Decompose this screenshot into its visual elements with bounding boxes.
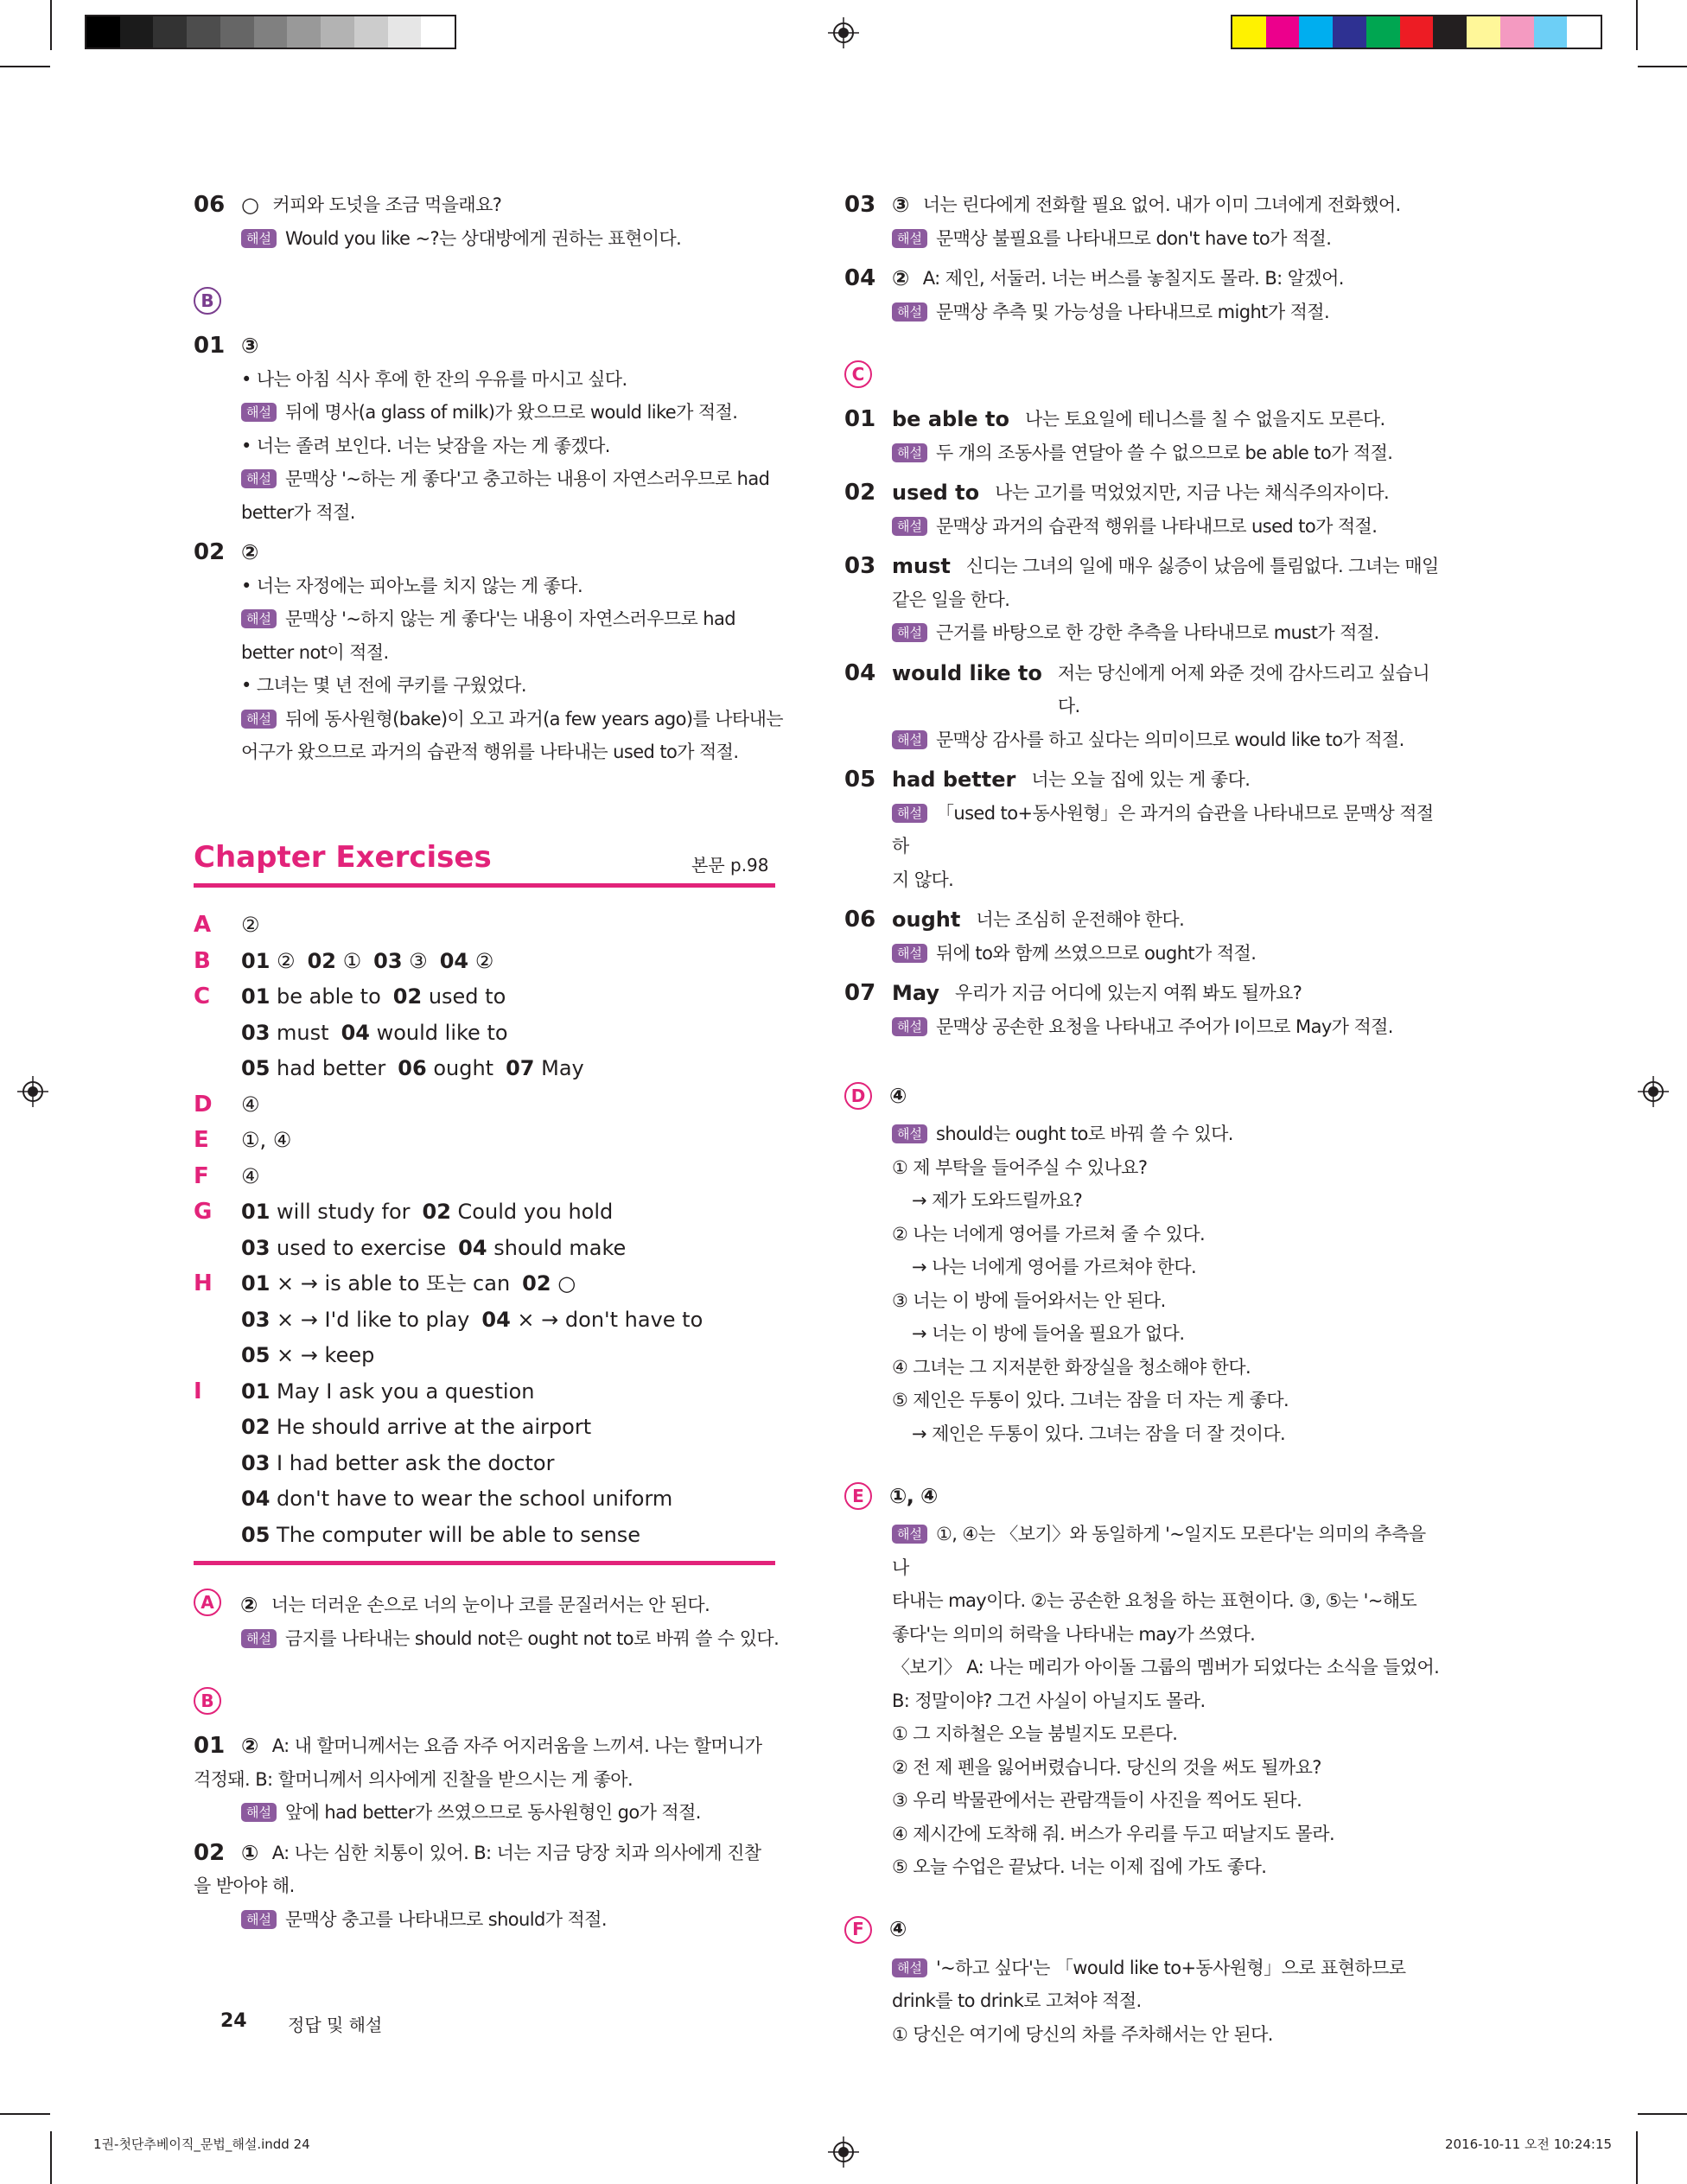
summary-row [194, 1231, 715, 1267]
spacer [844, 543, 1441, 550]
registration-mark-left [17, 1076, 48, 1107]
page-number: 24 [220, 2010, 247, 2032]
summary-item [241, 1415, 591, 1439]
summary-item [241, 1451, 554, 1475]
answer: had better [892, 767, 1016, 792]
explanation [844, 1010, 1441, 1044]
left-column-top: 06 ○ 커피와 도넛을 조금 먹을래요? 해설 Would you like ~?는 상대방에게 권하는 표현이다. B 01 ③ • 나는 아침 식사 후에 한 잔의 우유를 마시고 싶다. 해설 뒤에 명사(a glass of milk)가 왔으므로 would like가 적절. • 너는 졸려 보인다. 너는 낮잠을 자는 게 좋겠다. 해설 문맥상 '~하는 게 좋다'고 충고하는 내용이 자연스러우므로 had better가 적절. 02 ② • 너는 자정에는 피아노를 치지 않는 게 좋다. 해설 문맥상 '~하지 않는 게 좋다'는 내용이 자연스러우므로 had better not이 적절. • 그녀는 몇 년 전에 쿠키를 구웠었다. 해설 뒤에 동사원형(bake)이 오고 과거(a few years ago)를 나타내는 어구가 왔으므로 과거의 습관적 행위를 나타내는 used to가 적절. [194, 188, 790, 769]
summary-item [341, 1021, 508, 1045]
summary-letter [194, 1016, 241, 1052]
explanation-tag: 해설 [892, 517, 927, 536]
summary-answers [241, 1123, 303, 1159]
summary-item [241, 1021, 329, 1045]
summary-letter: E [194, 1127, 209, 1153]
summary-item [506, 1056, 584, 1080]
summary-number: 02 [241, 1415, 271, 1439]
summary-item [241, 1092, 260, 1117]
sentence: ① 제 부탁을 들어주실 수 있나요? [892, 1156, 1148, 1178]
sentence: → 제가 도와드릴까요? [912, 1190, 1083, 1211]
summary-answer: will study for [277, 1200, 411, 1224]
sentence: ③ 우리 박물관에서는 관람객들이 사진을 찍어도 된다. [892, 1790, 1302, 1811]
question-text: 너는 오늘 집에 있는 게 좋다. [1031, 769, 1251, 790]
question-text: 나는 토요일에 테니스를 칠 수 없을지도 모른다. [1025, 409, 1385, 430]
summary-row [194, 1016, 715, 1052]
explanation: 해설 ①, ④는 〈보기〉와 동일하게 '~일지도 모른다'는 의미의 추측을 나 [892, 1524, 1426, 1578]
answer: May [892, 981, 939, 1005]
sentence: • 너는 졸려 보인다. 너는 낮잠을 자는 게 좋겠다. [241, 435, 610, 456]
answer: used to [892, 481, 980, 505]
summary-letter [194, 1302, 241, 1339]
summary-item [440, 949, 494, 973]
summary-number: 04 [481, 1307, 511, 1332]
summary-answer: ④ [241, 1092, 260, 1117]
explanation-text: 문맥상 과거의 습관적 행위를 나타내므로 used to가 적절. [935, 515, 1378, 537]
section-e-heading [844, 1474, 1441, 1518]
question-number: 06 [194, 192, 226, 218]
question-text: 나는 고기를 먹었었지만, 지금 나는 채식주의자이다. [995, 482, 1390, 503]
summary-answer: should make [493, 1235, 627, 1260]
explanation: 해설 문맥상 불필요를 나타내므로 don't have to가 적절. [844, 222, 1441, 256]
sentence: ② 나는 너에게 영어를 가르쳐 줄 수 있다. [892, 1223, 1206, 1245]
summary-row [194, 1446, 715, 1482]
summary-answer: The computer will be able to sense [277, 1522, 641, 1547]
summary-answers [241, 1338, 386, 1374]
summary-number: 02 [392, 984, 423, 1009]
summary-answer: × → is able to 또는 can [277, 1271, 511, 1296]
summary-answers [241, 979, 518, 1016]
right-column: 03 ③ 너는 린다에게 전화할 필요 없어. 내가 이미 그녀에게 전화했어. 해설 문맥상 불필요를 나타내므로 don't have to가 적절. 04 ② A: 제인, 서둘러. 너는 버스를 놓칠지도 몰라. B: 알겠어. 해설 문맥상 추측 및 가능성을 나타내므로 might가 적절. C 01 be able to 나는 토요일에 테니스를 칠 수 없을지도 모른다. 해설 두 개의 조동사를 연달아 쓸 수 없으므로 be able to가 적절. 02 used to 나는 고기를 먹었었지만, 지금 나는 채식주의자이다. 해설 문맥상 과거의 습관적 행위를 나타내므로 used to가 적절. 03 must 신디는 그녀의 일에 매우 싫증이 났음에 틀림없다. 그녀는 매일 같은 일을 한다. 해설 근거를 바탕으로 한 강한 추측을 나타내므로 must가 적절. 04 would like to 저는 당신에게 어제 와준 것에 감사드리고 싶습니다. 해설 문맥상 감사를 하고 싶다는 의미이므로 would like to가 적절. 05 had better 너는 오늘 집에 있는 게 좋다. 해설 「used to+동사원형」은 과거의 습관을 나타내므로 문맥상 적절하 지 않다. 06 ought 너는 조심히 운전해야 한다. 해설 뒤에 to와 함께 쓰였으므로 ought가 적절. 07 May 우리가 지금 어디에 있는지 여쭤 봐도 될까요? 해설 문맥상 공손한 요청을 나타내고 주어가 I이므로 May가 적절. D ④ 해설 should는 ought to로 바꿔 쓸 수 있다. ① 제 부탁을 들어주실 수 있나요? → 제가 도와드릴까요? ② 나는 너에게 영어를 가르쳐 줄 수 있다. → 나는 너에게 영어를 가르쳐야 한다. ③ 너는 이 방에 들어와서는 안 된다. → 너는 이 방에 들어올 필요가 없다. ④ 그녀는 그 지저분한 화장실을 청소해야 한다. ⑤ 제인은 두통이 있다. 그녀는 잠을 더 자는 게 좋다. → 제인은 두통이 있다. 그녀는 잠을 더 잘 것이다. E ①, ④ 해설 ①, ④는 〈보기〉와 동일하게 '~일지도 모른다'는 의미의 추측을 나 타내는 may이다. ②는 공손한 요청을 하는 표현이다. ③, ⑤는 '~해도 좋다'는 의미의 허락을 나타내는 may가 쓰였다. 〈보기〉 A: 나는 메리가 아이돌 그룹의 멤버가 되었다는 소식을 들었어. B: 정말이야? 그건 사실이 아닐지도 몰라. ① 그 지하철은 오늘 붐빌지도 모른다. ② 전 제 펜을 잃어버렸습니다. 당신의 것을 써도 될까요? ③ 우리 박물관에서는 관람객들이 사진을 찍어도 된다. ④ 제시간에 도착해 줘. 버스가 우리를 두고 떠날지도 몰라. ⑤ 오늘 수업은 끝났다. 너는 이제 집에 가도 좋다. F ④ 해설 '~하고 싶다'는 「would like to+동사원형」으로 표현하므로 drink를 to drink로 고쳐야 적절. ① 당신은 여기에 당신의 차를 주차해서는 안 된다. [844, 188, 1441, 2051]
summary-item [241, 984, 381, 1009]
summary-answer: Could you hold [457, 1200, 614, 1224]
spacer [844, 1043, 1441, 1050]
question-number: 04 [844, 659, 876, 686]
spacer [844, 970, 1441, 977]
explanation: 해설 문맥상 충고를 나타내므로 should가 적절. [194, 1903, 790, 1937]
summary-answer: ○ [557, 1271, 576, 1296]
question-b02: 02 ② [194, 539, 258, 565]
answer: be able to [892, 407, 1010, 431]
question-text: 우리가 지금 어디에 있는지 여쭤 봐도 될까요? [954, 983, 1302, 1003]
summary-number: 05 [241, 1056, 271, 1080]
summary-item [241, 1487, 672, 1511]
summary-answer: ①, ④ [241, 1128, 292, 1152]
summary-answers [241, 1266, 588, 1302]
question-text: 신디는 그녀의 일에 매우 싫증이 났음에 틀림없다. 그녀는 매일 [965, 556, 1439, 576]
print-date: 2016-10-11 오전 10:24:15 [1445, 2136, 1613, 2152]
summary-item [241, 1056, 385, 1080]
explanation-tag: 해설 [892, 730, 927, 749]
summary-letter [194, 1051, 241, 1087]
summary-item [308, 949, 362, 973]
summary-letter: G [194, 1199, 213, 1225]
sentence: • 그녀는 몇 년 전에 쿠키를 구웠었다. [241, 675, 526, 696]
question-number: 02 [844, 480, 876, 506]
question-number: 06 [844, 907, 876, 933]
sentence: ① 그 지하철은 오늘 붐빌지도 모른다. [892, 1723, 1178, 1744]
summary-item [241, 949, 296, 973]
question-text: 너는 조심히 운전해야 한다. [976, 909, 1185, 930]
section-badge: F [844, 1916, 872, 1944]
summary-answers [241, 944, 506, 980]
summary-item [241, 913, 260, 937]
explanation-text: 지 않다. [892, 869, 954, 890]
crop-mark [1636, 0, 1638, 50]
summary-row [194, 1410, 715, 1446]
sentence: ④ 제시간에 도착해 줘. 버스가 우리를 두고 떠날지도 몰라. [892, 1823, 1335, 1844]
explanation-tag: 해설 [892, 944, 927, 963]
question-number: 05 [844, 767, 876, 793]
spacer [844, 756, 1441, 763]
summary-answer: used to exercise [277, 1235, 447, 1260]
explanation [844, 723, 1441, 757]
crop-mark [0, 66, 50, 67]
summary-row [194, 1159, 715, 1195]
summary-item [373, 949, 428, 973]
summary-number: 02 [307, 948, 336, 973]
spacer [844, 469, 1441, 476]
section-d-heading [844, 1074, 1441, 1117]
summary-number: 04 [458, 1235, 487, 1260]
left-column-bottom: A ② 너는 더러운 손으로 너의 눈이나 코를 문질러서는 안 된다. 해설 금지를 나타내는 should not은 ought not to로 바꿔 쓸 수 있다. B 01 ② A: 내 할머니께서는 요즘 자주 어지러움을 느끼셔. 나는 할머니가 걱정돼. B: 할머니께서 의사에게 진찰을 받으시는 게 좋아. 해설 앞에 had better가 쓰였으므로 동사원형인 go가 적절. 02 ① A: 나는 심한 치통이 있어. B: 너는 지금 당장 치과 의사에게 진찰 을 받아야 해. 해설 문맥상 충고를 나타내므로 should가 적절. [194, 1589, 790, 1936]
sentence: 〈보기〉 A: 나는 메리가 아이돌 그룹의 멤버가 되었다는 소식을 들었어. [892, 1657, 1440, 1678]
crop-mark [1636, 2131, 1638, 2184]
explanation: 해설 문맥상 '~하지 않는 게 좋다'는 내용이 자연스러우므로 had [194, 602, 790, 636]
explanation: 해설 should는 ought to로 바꿔 쓸 수 있다. [844, 1117, 1441, 1151]
divider [194, 1561, 775, 1565]
summary-letter: I [194, 1378, 202, 1404]
summary-item [241, 1128, 291, 1152]
summary-answers [241, 1087, 272, 1124]
summary-answers [241, 907, 272, 944]
crop-mark [50, 0, 52, 50]
summary-number: 03 [241, 1307, 271, 1332]
section-badge: C [844, 360, 872, 388]
summary-row [194, 979, 715, 1016]
question-text: 커피와 도넛을 조금 먹을래요? [272, 194, 502, 215]
question-c06 [844, 903, 1441, 937]
summary-item [458, 1236, 626, 1260]
summary-item [398, 1056, 493, 1080]
question-b03: 03 ③ 너는 린다에게 전화할 필요 없어. 내가 이미 그녀에게 전화했어. [844, 192, 1401, 218]
exercise-a: A ② 너는 더러운 손으로 너의 눈이나 코를 문질러서는 안 된다. [194, 1589, 790, 1622]
explanation-text: 두 개의 조동사를 연달아 쓸 수 없으므로 be able to가 적절. [935, 442, 1393, 463]
summary-answers [241, 1194, 625, 1231]
sentence: ⑤ 제인은 두통이 있다. 그녀는 잠을 더 자는 게 좋다. [892, 1390, 1289, 1410]
summary-answers [241, 1016, 520, 1052]
summary-answers [241, 1481, 684, 1518]
question-06 [194, 188, 790, 222]
explanation-tag: 해설 [892, 804, 927, 823]
answer: must [892, 554, 951, 578]
summary-answer: ought [433, 1056, 494, 1080]
section-b-heading [194, 1679, 790, 1722]
question-number: 01 [844, 406, 876, 432]
summary-answers [241, 1159, 272, 1195]
summary-row [194, 1338, 715, 1374]
summary-number: 07 [506, 1056, 535, 1080]
explanation: 해설 앞에 had better가 쓰였으므로 동사원형인 go가 적절. [194, 1796, 790, 1830]
question-number: 07 [844, 980, 876, 1006]
summary-answer: ① [342, 948, 362, 973]
summary-item [241, 1379, 535, 1404]
summary-item [241, 1164, 260, 1188]
summary-answer: don't have to wear the school uniform [277, 1487, 673, 1511]
summary-number: 04 [241, 1487, 271, 1511]
question-c02 [844, 476, 1441, 510]
summary-number: 03 [241, 1020, 271, 1045]
summary-letter: A [194, 912, 212, 938]
summary-row [194, 1123, 715, 1159]
answer: ④ [889, 1083, 907, 1108]
summary-letter: F [194, 1162, 209, 1189]
explanation: 해설 문맥상 '~하는 게 좋다'고 충고하는 내용이 자연스러우므로 had [194, 462, 790, 496]
crop-mark [0, 2113, 50, 2115]
summary-answers [241, 1302, 715, 1339]
summary-item [241, 1523, 640, 1547]
summary-row [194, 944, 715, 980]
sentence: B: 정말이야? 그건 사실이 아닐지도 몰라. [892, 1690, 1206, 1711]
explanation-tag: 해설 [892, 443, 927, 462]
sentence: → 너는 이 방에 들어올 필요가 없다. [912, 1323, 1185, 1344]
explanation-tag: 해설 [892, 623, 927, 642]
summary-item [393, 984, 506, 1009]
summary-answer: × → don't have to [517, 1307, 703, 1332]
summary-number: 03 [241, 1235, 271, 1260]
section-f-heading [844, 1908, 1441, 1952]
divider [194, 883, 775, 888]
explanation [844, 436, 1441, 470]
page-reference: 본문 p.98 [691, 855, 769, 876]
summary-number: 01 [241, 1200, 271, 1224]
summary-answer: ② [277, 948, 296, 973]
summary-answers [241, 1231, 638, 1267]
summary-row [194, 1266, 715, 1302]
question-c03 [844, 550, 1441, 583]
summary-answer: He should arrive at the airport [277, 1415, 592, 1439]
summary-item [241, 1308, 469, 1332]
summary-answer: ④ [241, 1163, 260, 1188]
explanation: 해설 금지를 나타내는 should not은 ought not to로 바꿔 쓸 수 있다. [194, 1622, 790, 1656]
summary-number: 05 [241, 1522, 271, 1547]
summary-answer: × → I'd like to play [277, 1307, 470, 1332]
cmyk-color-bar [1231, 15, 1602, 49]
summary-answer: × → keep [277, 1343, 375, 1367]
summary-answers [241, 1374, 547, 1410]
question-c04 [844, 657, 1441, 723]
summary-row [194, 1302, 715, 1339]
summary-item [241, 1343, 374, 1367]
section-c-items [844, 403, 1441, 1050]
sentence: ③ 너는 이 방에 들어와서는 안 된다. [892, 1289, 1166, 1311]
summary-item [241, 1200, 411, 1224]
sentence: ⑤ 오늘 수업은 끝났다. 너는 이제 집에 가도 좋다. [892, 1856, 1267, 1877]
summary-item [481, 1308, 703, 1332]
grayscale-color-bar [85, 15, 456, 49]
explanation: 해설 문맥상 추측 및 가능성을 나타내므로 might가 적절. [844, 296, 1441, 329]
explanation [844, 616, 1441, 650]
registration-mark-top [828, 17, 859, 48]
summary-number: 01 [241, 1379, 271, 1404]
summary-letter: B [194, 947, 211, 974]
explanation-text: 근거를 바탕으로 한 강한 추측을 나타내므로 must가 적절. [935, 622, 1379, 643]
crop-mark [50, 2131, 52, 2184]
summary-number: 02 [522, 1271, 551, 1296]
summary-item [522, 1271, 576, 1296]
summary-row [194, 1194, 715, 1231]
explanation-text: 문맥상 감사를 하고 싶다는 의미이므로 would like to가 적절. [935, 729, 1404, 750]
sentence: → 나는 너에게 영어를 가르쳐야 한다. [912, 1257, 1197, 1277]
section-badge: E [844, 1482, 872, 1510]
question-text: 같은 일을 한다. [892, 589, 1010, 610]
summary-letter: D [194, 1091, 213, 1117]
summary-number: 03 [373, 948, 403, 973]
explanation-tag: 해설 [892, 1017, 927, 1036]
sentence: ① 당신은 여기에 당신의 차를 주차해서는 안 된다. [892, 2023, 1273, 2045]
summary-letter [194, 1446, 241, 1482]
crop-mark [1638, 66, 1687, 67]
summary-number: 01 [241, 948, 271, 973]
summary-row [194, 1374, 715, 1410]
summary-number: 04 [341, 1020, 370, 1045]
summary-row [194, 1087, 715, 1124]
sentence: ④ 그녀는 그 지저분한 화장실을 청소해야 한다. [892, 1356, 1251, 1378]
section-badge: A [194, 1589, 221, 1616]
summary-answer: would like to [376, 1020, 508, 1045]
explanation: 해설 '~하고 싶다'는 「would like to+동사원형」으로 표현하므로 [844, 1952, 1441, 1985]
summary-number: 03 [241, 1450, 271, 1475]
summary-number: 05 [241, 1343, 271, 1367]
summary-letter: H [194, 1270, 213, 1296]
summary-answer: May I ask you a question [277, 1379, 535, 1404]
section-badge: D [844, 1082, 872, 1110]
summary-answers [241, 1446, 566, 1482]
question-c07 [844, 977, 1441, 1010]
registration-mark-bottom [828, 2136, 859, 2168]
spacer [844, 650, 1441, 657]
answer: ○ [241, 193, 259, 217]
explanation-text: 「used to+동사원형」은 과거의 습관을 나타내므로 문맥상 적절하 [892, 802, 1434, 856]
summary-answer: ③ [409, 948, 428, 973]
spacer [844, 896, 1441, 903]
section-b-heading [194, 279, 790, 322]
question-eb01: 01 ② A: 내 할머니께서는 요즘 자주 어지러움을 느끼셔. 나는 할머니가 [194, 1733, 762, 1759]
summary-answer: May [541, 1056, 584, 1080]
summary-row [194, 1051, 715, 1087]
summary-letter [194, 1518, 241, 1554]
sentence: • 나는 아침 식사 후에 한 잔의 우유를 마시고 싶다. [241, 368, 627, 390]
question-text: 저는 당신에게 어제 와준 것에 감사드리고 싶습니다. [1057, 662, 1430, 716]
question-c01 [844, 403, 1441, 436]
summary-number: 06 [398, 1056, 427, 1080]
explanation-text: 뒤에 to와 함께 쓰였으므로 ought가 적절. [935, 942, 1257, 964]
summary-number: 02 [422, 1200, 451, 1224]
explanation: 해설 뒤에 명사(a glass of milk)가 왔으므로 would like가 적절. [194, 396, 790, 430]
summary-row [194, 907, 715, 944]
footer-title: 정답 및 해설 [288, 2015, 383, 2035]
summary-answer: had better [277, 1056, 386, 1080]
summary-answer: used to [428, 984, 506, 1009]
summary-answer: ② [474, 948, 494, 973]
explanation [844, 797, 1441, 863]
summary-letter [194, 1410, 241, 1446]
answer: ①, ④ [889, 1483, 938, 1508]
explanation: 해설 Would you like ~?는 상대방에게 권하는 표현이다. [194, 222, 790, 256]
registration-mark-right [1638, 1076, 1669, 1107]
summary-number: 01 [241, 1271, 271, 1296]
question-eb02: 02 ① A: 나는 심한 치통이 있어. B: 너는 지금 당장 치과 의사에게 진찰 [194, 1839, 761, 1866]
summary-letter [194, 1338, 241, 1374]
file-info: 1권-첫단추베이직_문법_해설.indd 24 [93, 2136, 310, 2152]
section-badge: B [194, 1687, 221, 1715]
summary-item [241, 1236, 446, 1260]
explanation [844, 937, 1441, 971]
explanation: 해설 뒤에 동사원형(bake)이 오고 과거(a few years ago)를 나타내는 [194, 703, 790, 736]
sentence: → 제인은 두통이 있다. 그녀는 잠을 더 잘 것이다. [912, 1423, 1286, 1444]
summary-row [194, 1518, 715, 1554]
question-c05 [844, 763, 1441, 797]
summary-number: 01 [241, 984, 271, 1009]
question-b04: 04 ② A: 제인, 서둘러. 너는 버스를 놓칠지도 몰라. B: 알겠어. [844, 265, 1344, 291]
summary-letter: C [194, 984, 211, 1009]
explanation [844, 510, 1441, 544]
summary-answer: ② [241, 913, 260, 937]
summary-number: 04 [439, 948, 469, 973]
summary-item [423, 1200, 614, 1224]
question-b01: 01 ③ [194, 333, 258, 359]
summary-answers [241, 1051, 596, 1087]
summary-answers [241, 1410, 603, 1446]
crop-mark [1638, 2113, 1687, 2115]
summary-letter [194, 1231, 241, 1267]
summary-row [194, 1481, 715, 1518]
summary-item [241, 1271, 510, 1296]
summary-answer: I had better ask the doctor [277, 1450, 555, 1475]
question-number: 03 [844, 553, 876, 579]
answer: would like to [892, 660, 1042, 685]
summary-answers [241, 1518, 653, 1554]
summary-answer: must [277, 1020, 329, 1045]
answer: ④ [889, 1917, 907, 1942]
answer: ought [892, 907, 961, 932]
summary-answer: be able to [277, 984, 381, 1009]
answer-summary [194, 907, 715, 1553]
section-badge: B [194, 287, 221, 315]
chapter-title: Chapter Exercises [194, 840, 492, 875]
summary-letter [194, 1481, 241, 1518]
explanation-tag: 해설 [241, 229, 277, 248]
sentence: ② 전 제 펜을 잃어버렸습니다. 당신의 것을 써도 될까요? [892, 1756, 1321, 1778]
sentence: • 너는 자정에는 피아노를 치지 않는 게 좋다. [241, 575, 583, 596]
explanation-text: 문맥상 공손한 요청을 나타내고 주어가 I이므로 May가 적절. [935, 1016, 1393, 1037]
section-c-heading [844, 353, 1441, 396]
